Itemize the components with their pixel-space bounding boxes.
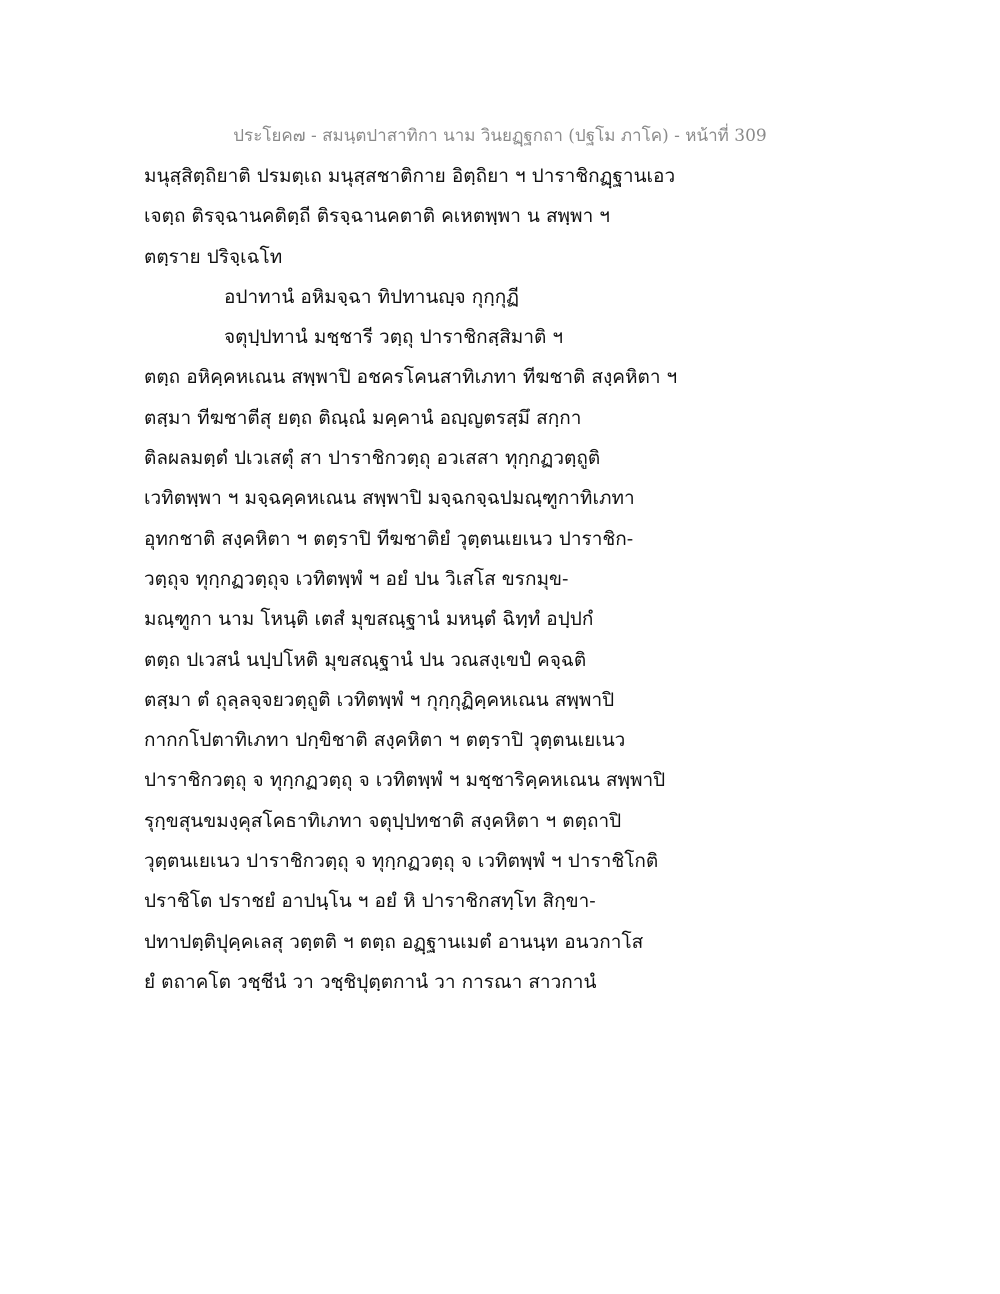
verse-line: จตุปฺปทานํ มชฺชารี วตฺถุ ปาราชิกสฺสิมาติ ฯ bbox=[224, 326, 564, 349]
text-line: เจตฺถ ติรจฺฉานคติตฺถี ติรจฺฉานคตาติ คเหตพฺพา น สพฺพา ฯ bbox=[144, 205, 610, 228]
text-line: เวทิตพฺพา ฯ มจฺฉคฺคหเณน สพฺพาปิ มจฺฉกจฺฉปมณฺฑูกาทิเภทา bbox=[144, 487, 635, 510]
text-line: วุตฺตนเยเนว ปาราชิกวตฺถุ จ ทุกฺกฏวตฺถุ จ เวทิตพฺพํ ฯ ปาราชิโกติ bbox=[144, 850, 659, 873]
text-line: ปทาปตฺติปุคฺคเลสุ วตฺตติ ฯ ตตฺถ อฏฺฐานเมตํ อานนฺท อนวกาโส bbox=[144, 930, 644, 953]
text-line: ปราชิโต ปราชยํ อาปนฺโน ฯ อยํ หิ ปาราชิกสทฺโท สิกฺขา- bbox=[144, 890, 596, 913]
body-text bbox=[144, 160, 864, 1006]
text-line: รุกฺขสุนขมงฺคุสโคธาทิเภทา จตุปฺปทชาติ สงฺคหิตา ฯ ตตฺถาปิ bbox=[144, 809, 622, 832]
text-line: มนุสฺสิตฺถิยาติ ปรมตฺเถ มนุสฺสชาติกาย อิตฺถิยา ฯ ปาราชิกฏฺฐานเอว bbox=[144, 165, 676, 187]
text-line: ตตฺถ ปเวสนํ นปฺปโหติ มุขสณฺฐานํ ปน วณสงฺเขปํ คจฺฉติ bbox=[144, 648, 587, 671]
page-header: ประโยค๗ - สมนฺตปาสาทิกา นาม วินยฏฺฐกถา (ปฐโม ภาโค) - หน้าที่ 309 bbox=[233, 126, 767, 146]
text-line: ตสฺมา ทีฆชาตีสุ ยตฺถ ติณฺณํ มคฺคานํ อญฺญตรสฺมึ สกฺกา bbox=[144, 406, 582, 429]
text-line: ตตฺถ อหิคฺคหเณน สพฺพาปิ อชครโคนสาทิเภทา ทีฆชาติ สงฺคหิตา ฯ bbox=[144, 366, 678, 389]
text-line: ตสฺมา ตํ ถุลฺลจฺจยวตฺถูติ เวทิตพฺพํ ฯ กุกฺกุฏิคฺคหเณน สพฺพาปิ bbox=[144, 688, 615, 711]
text-line: อุทกชาติ สงฺคหิตา ฯ ตตฺราปิ ทีฆชาติยํ วุตฺตนเยเนว ปาราชิก- bbox=[144, 527, 634, 550]
text-line: ปาราชิกวตฺถุ จ ทุกฺกฏวตฺถุ จ เวทิตพฺพํ ฯ มชฺชาริคฺคหเณน สพฺพาปิ bbox=[144, 769, 666, 792]
text-line: ตตฺราย ปริจฺเฉโท bbox=[144, 245, 283, 268]
text-line: ติลผลมตฺตํ ปเวเสตุํ สา ปาราชิกวตฺถุ อวเสสา ทุกฺกฏวตฺถูติ bbox=[144, 447, 601, 470]
text-line: วตฺถุจ ทุกฺกฏวตฺถุจ เวทิตพฺพํ ฯ อยํ ปน วิเสโส ขรกมุข- bbox=[144, 567, 569, 590]
text-line: กากกโปตาทิเภทา ปกฺขิชาติ สงฺคหิตา ฯ ตตฺราปิ วุตฺตนเยเนว bbox=[144, 729, 626, 752]
text-line: มณฺฑูกา นาม โหนฺติ เตสํ มุขสณฺฐานํ มหนฺตํ ฉิทฺทํ อปฺปกํ bbox=[144, 608, 594, 631]
verse-line: อปาทานํ อหิมจฺฉา ทิปทานญฺจ กุกฺกุฏี bbox=[224, 285, 520, 308]
text-line: ยํ ตถาคโต วชฺชีนํ วา วชฺชิปุตฺตกานํ วา การณา สาวกานํ bbox=[144, 970, 597, 993]
